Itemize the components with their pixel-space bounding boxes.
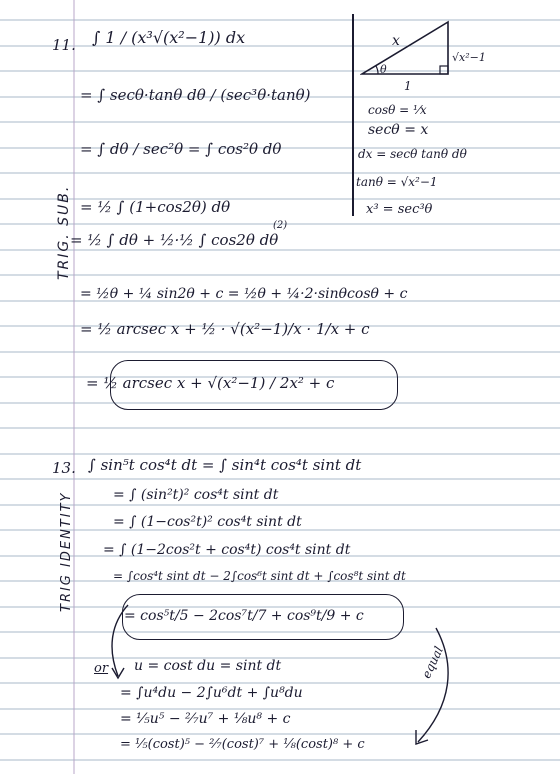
- problem-13-number: 13.: [52, 459, 76, 477]
- sub-line-2: = ⅕(cost)⁵ − ²⁄₇(cost)⁷ + ⅛(cost)⁸ + c: [120, 737, 365, 752]
- problem-11-line-0: ∫ 1 / (x³√(x²−1)) dx: [92, 28, 246, 47]
- problem-11-line-2: = ∫ dθ / sec²θ = ∫ cos²θ dθ: [80, 140, 282, 158]
- problem-11-line-1: = ∫ secθ·tanθ dθ / (sec³θ·tanθ): [80, 86, 311, 104]
- problem-13-line-1: = ∫ (sin²t)² cos⁴t sint dt: [113, 487, 279, 503]
- equal-note: equal: [419, 644, 446, 681]
- or-label: or: [94, 661, 109, 676]
- problem-11-line-4: = ½ ∫ dθ + ½·½ ∫ cos2θ dθ: [70, 231, 279, 249]
- problem-13-line-0: ∫ sin⁵t cos⁴t dt = ∫ sin⁴t cos⁴t sint dt: [88, 456, 362, 474]
- problem-13-line-3: = ∫ (1−2cos²t + cos⁴t) cos⁴t sint dt: [103, 542, 351, 558]
- trig-sub-label: TRIG. SUB.: [56, 184, 72, 280]
- relation-tan: tanθ = √x²−1: [356, 175, 438, 189]
- problem-11-line-3: = ½ ∫ (1+cos2θ) dθ: [80, 198, 231, 216]
- relation-x3: x³ = sec³θ: [366, 202, 433, 217]
- triangle-adj-label: 1: [404, 79, 412, 93]
- problem-11-mark-2: (2): [273, 220, 288, 231]
- problem-11-line-6: = ½ arcsec x + ½ · √(x²−1)/x · 1/x + c: [80, 320, 370, 338]
- substitution: u = cost du = sint dt: [134, 658, 282, 674]
- problem-13-final: = cos⁵t/5 − 2cos⁷t/7 + cos⁹t/9 + c: [124, 608, 364, 624]
- triangle-hyp-label: x: [392, 33, 400, 49]
- sub-line-1: = ⅕u⁵ − ²⁄₇u⁷ + ⅛u⁸ + c: [120, 711, 291, 727]
- sub-line-0: = ∫u⁴du − 2∫u⁶dt + ∫u⁸du: [120, 685, 303, 701]
- triangle-opp-label: √x²−1: [452, 51, 486, 64]
- relation-sec: secθ = x: [368, 122, 429, 138]
- problem-11-number: 11.: [52, 36, 76, 54]
- problem-13-line-4: = ∫cos⁴t sint dt − 2∫cos⁶t sint dt + ∫cos⁸t sint dt: [113, 569, 406, 583]
- relation-dx: dx = secθ tanθ dθ: [358, 147, 467, 161]
- problem-11-final: = ½ arcsec x + √(x²−1) / 2x² + c: [86, 374, 335, 392]
- problem-13-line-2: = ∫ (1−cos²t)² cos⁴t sint dt: [113, 514, 302, 530]
- triangle-angle-label: θ: [380, 63, 387, 76]
- relation-cos: cosθ = ¹⁄x: [368, 103, 427, 117]
- problem-11-line-5: = ½θ + ¼ sin2θ + c = ½θ + ¼·2·sinθcosθ + c: [80, 286, 408, 302]
- trig-identity-label: TRIG IDENTITY: [59, 491, 74, 612]
